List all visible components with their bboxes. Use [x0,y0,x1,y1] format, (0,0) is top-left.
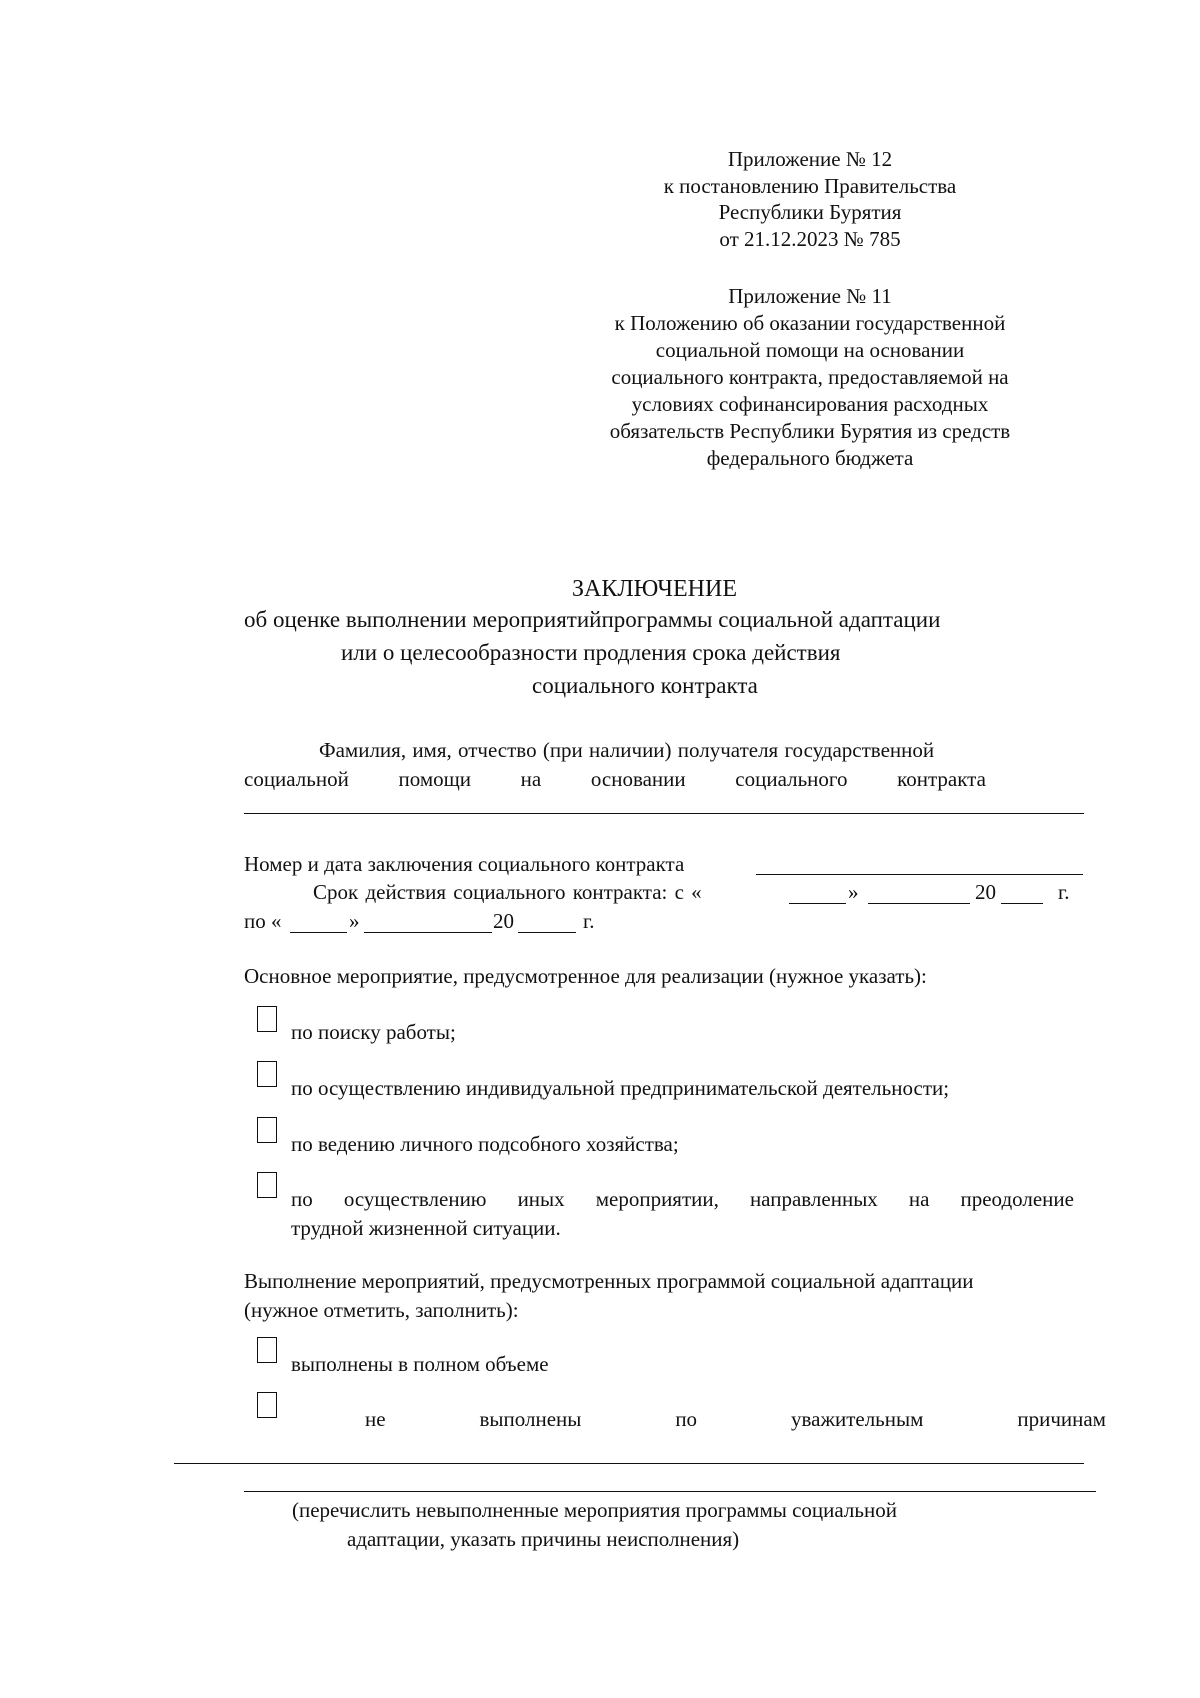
execution-full-checkbox[interactable] [257,1337,277,1363]
option-word: иных [517,1187,565,1211]
execution-full-label: выполнены в полном объеме [291,1352,549,1376]
recipient-word: на [520,767,542,791]
option-word: направленных [749,1187,878,1211]
attachment-12-number: Приложение № 12 [727,147,893,171]
term-to-label: по « [244,909,282,933]
attachment-11-line-5: условиях софинансирования расходных [631,392,989,416]
option-job-search-label: по поиску работы; [291,1020,456,1044]
execution-word: выполнены [479,1407,582,1431]
term-to-quote: » [349,909,360,933]
contract-number-field[interactable] [756,874,1083,875]
document-subtitle-line-1: об оценке выполнении мероприятийпрограммы социальной адаптации [244,607,941,632]
reasons-field-line-1[interactable] [174,1463,1084,1464]
main-activity-label: Основное мероприятие, предусмотренное для реализации (нужное указать): [244,964,927,988]
execution-label-line-2: (нужное отметить, заполнить): [244,1298,519,1322]
attachment-11-line-6: обязательств Республики Бурятия из средств [609,419,1011,443]
execution-partial-checkbox[interactable] [257,1392,277,1418]
option-household-checkbox[interactable] [257,1117,277,1143]
option-household-label: по ведению личного подсобного хозяйства; [291,1132,679,1156]
document-subtitle-line-3: социального контракта [532,673,758,698]
recipient-name-field[interactable] [244,813,1084,814]
term-to-month-field[interactable] [364,932,492,933]
term-from-day-field[interactable] [789,903,846,904]
option-word: преодоление [960,1187,1074,1211]
term-to-year-suffix: г. [583,909,595,933]
option-word: на [908,1187,930,1211]
attachment-12-block [600,146,1020,252]
term-from-quote: » [848,880,859,904]
option-word: осуществлению [343,1187,487,1211]
execution-partial-label [365,1406,1106,1433]
recipient-word: контракта [897,767,986,791]
recipient-word: социальной [244,767,349,791]
attachment-12-republic: Республики Бурятия [718,200,902,224]
option-word: мероприятии, [595,1187,719,1211]
option-entrepreneurship-checkbox[interactable] [257,1061,277,1087]
recipient-word: основании [590,767,686,791]
attachment-12-date: от 21.12.2023 № 785 [719,226,901,251]
document-subtitle-line-2: или о целесообразности продления срока действия [341,640,841,665]
option-other-activities-label-line-2: трудной жизненной ситуации. [291,1216,561,1240]
recipient-word: помощи [398,767,472,791]
attachment-11-line-4: социального контракта, предоставляемой на [611,365,1009,389]
term-to-century: 20 [493,909,514,933]
execution-word: уважительным [791,1407,924,1431]
recipient-label-line-1: Фамилия, имя, отчество (при наличии) получателя государственной [319,738,935,762]
term-to-year-field[interactable] [518,932,576,933]
contract-term-label: Срок действия социального контракта: с « [313,880,702,904]
reasons-note-line-1: (перечислить невыполненные мероприятия программы социальной [292,1498,897,1522]
attachment-11-line-3: социальной помощи на основании [655,338,965,362]
execution-word: причинам [1017,1407,1106,1431]
attachment-11-number: Приложение № 11 [728,284,892,308]
option-other-activities-checkbox[interactable] [257,1172,277,1198]
document-title: ЗАКЛЮЧЕНИЕ [572,576,737,602]
attachment-12-reference: к постановлению Правительства [663,173,957,198]
term-from-month-field[interactable] [868,903,970,904]
attachment-11-line-2: к Положению об оказании государственной [614,311,1006,335]
term-to-day-field[interactable] [290,932,347,933]
attachment-11-block [560,283,1060,472]
execution-label-line-1: Выполнение мероприятий, предусмотренных программой социальной адаптации [244,1269,974,1293]
attachment-11-line-7: федерального бюджета [706,446,914,470]
option-job-search-checkbox[interactable] [257,1006,277,1032]
option-word: по [291,1187,313,1211]
option-other-activities-label-line-1 [291,1186,1074,1213]
term-from-year-suffix: г. [1058,880,1070,904]
reasons-field-line-2[interactable] [244,1491,1096,1492]
term-from-century: 20 [975,880,996,904]
recipient-word: социального [735,767,848,791]
recipient-label-line-2 [244,766,986,793]
option-entrepreneurship-label: по осуществлению индивидуальной предпринимательской деятельности; [291,1076,950,1100]
contract-number-label: Номер и дата заключения социального контракта [244,852,685,876]
execution-word: не [365,1407,386,1431]
term-from-year-field[interactable] [1001,903,1043,904]
execution-word: по [675,1407,698,1431]
reasons-note-line-2: адаптации, указать причины неисполнения) [347,1527,740,1551]
